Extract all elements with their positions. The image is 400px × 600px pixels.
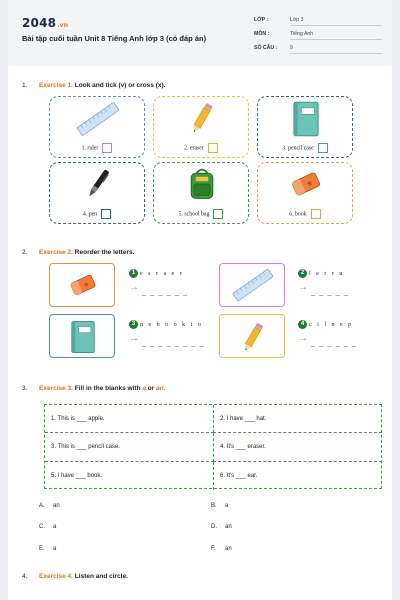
arrow-icon: → — [298, 282, 308, 293]
notebook-icon — [70, 318, 96, 356]
pencil-icon — [184, 99, 220, 137]
exercise-1-card-eraser — [153, 96, 249, 158]
meta-question-count-label: SỐ CÂU : — [254, 45, 278, 51]
ruler-icon — [230, 268, 276, 302]
meta-grade-value: Lớp 3 — [290, 17, 304, 23]
exercise-1-card-pencil-case — [257, 96, 353, 158]
fill-blank-item: 6. It's ___ ear. — [213, 462, 382, 490]
exercise-2-image-1 — [49, 263, 115, 307]
fill-blank-item: 4. It's ___ eraser. — [213, 433, 382, 461]
exercise-2-image-3 — [49, 314, 115, 358]
card-caption: 5. school bag — [178, 211, 210, 218]
tick-box[interactable] — [311, 209, 321, 219]
fill-blank-item: 3. This is ___ pencil case. — [45, 433, 214, 461]
exercise-1-card-school-bag — [153, 162, 249, 224]
meta-subject-value: Tiếng Anh — [290, 31, 314, 37]
pen-icon — [80, 165, 116, 203]
meta-question-count-value: 9 — [290, 45, 293, 51]
card-caption: 2. eraser — [184, 145, 204, 152]
scrambled-word-1: 1 e s r a e r — [129, 269, 184, 278]
eraser-icon — [67, 268, 99, 302]
ruler-icon — [74, 101, 122, 137]
fill-blank-item: 5. I have ___ book. — [51, 472, 103, 479]
answer-option-a[interactable]: A. an — [39, 503, 60, 509]
meta-subject-label: MÔN : — [254, 31, 270, 37]
exercise-2-image-4 — [219, 314, 285, 358]
notebook-icon — [292, 100, 320, 138]
answer-option-d[interactable]: D. an — [211, 524, 232, 530]
eraser-icon — [288, 166, 324, 202]
answer-option-e[interactable]: E. a — [39, 546, 57, 552]
scrambled-word-3: 3 n e b o o k t o — [129, 320, 203, 329]
worksheet-page: 2048.vn Bài tập cuối tuần Unit 8 Tiếng Anh lớp 3 (có đáp án) LỚP : Lớp 3 MÔN : Tiếng Anh SỐ CÂU : 9 1. Exercise 1. Look and tick (v) or cross (x). 1. ruler 2. eraser 3. pencil case 4. pen 5. school bag 6. book 2. Exercise 2. Reorder the letters. 1 e s r a e r → _ _ _ _ _ _ 2 l e r r u → _ _ _ _ _ 3 n e b o o k t o → _ _ _ _ _ _ _ _ 4 c i l n e p → _ _ _ _ _ _ 3. Exercise 3. Fill in the blanks with a or an. 1. This is ___ apple. 2. I have ___ hat. 3. This is ___ pencil case. 4. It's ___ eraser. 5. I have ___ book. 6. It's ___ ear. A. an B. a C. a D. an E. a F. an 4. Exercise 4. Listen and circle. — [8, 0, 392, 600]
tick-box[interactable] — [318, 143, 328, 153]
tick-box[interactable] — [213, 209, 223, 219]
card-caption: 4. pen — [82, 211, 98, 218]
answer-blank-3[interactable]: _ _ _ _ _ _ _ _ — [142, 340, 205, 347]
exercise-1-card-book — [257, 162, 353, 224]
answer-option-c[interactable]: C. a — [39, 524, 57, 530]
answer-blank-1[interactable]: _ _ _ _ _ _ — [142, 289, 189, 296]
meta-grade-label: LỚP : — [254, 17, 269, 23]
scrambled-word-2: 2 l e r r u — [298, 269, 344, 278]
worksheet-header — [8, 0, 392, 66]
exercise-1-card-ruler — [49, 96, 145, 158]
exercise-2-image-2 — [219, 263, 285, 307]
worksheet-title: Bài tập cuối tuần Unit 8 Tiếng Anh lớp 3 (có đáp án) — [22, 34, 207, 43]
arrow-icon: → — [129, 282, 139, 293]
fill-blank-item: 1. This is ___ apple. — [45, 405, 214, 433]
arrow-icon: → — [298, 333, 308, 344]
card-caption: 6. book — [289, 211, 307, 218]
pencil-icon — [236, 318, 270, 356]
site-logo[interactable]: 2048.vn — [22, 16, 69, 30]
exercise-1-card-pen — [49, 162, 145, 224]
tick-box[interactable] — [101, 209, 111, 219]
answer-blank-2[interactable]: _ _ _ _ _ — [311, 289, 350, 296]
card-caption: 1. ruler — [81, 145, 99, 152]
scrambled-word-4: 4 c i l n e p — [298, 320, 353, 329]
arrow-icon: → — [129, 333, 139, 344]
answer-option-f[interactable]: F. an — [211, 546, 232, 552]
card-caption: 3. pencil case — [282, 145, 314, 152]
tick-box[interactable] — [102, 143, 112, 153]
answer-blank-4[interactable]: _ _ _ _ _ _ — [311, 340, 358, 347]
answer-option-b[interactable]: B. a — [211, 503, 229, 509]
school-bag-icon — [184, 165, 220, 203]
fill-blanks-table — [44, 404, 382, 489]
tick-box[interactable] — [208, 143, 218, 153]
fill-blank-item: 2. I have ___ hat. — [213, 405, 382, 433]
